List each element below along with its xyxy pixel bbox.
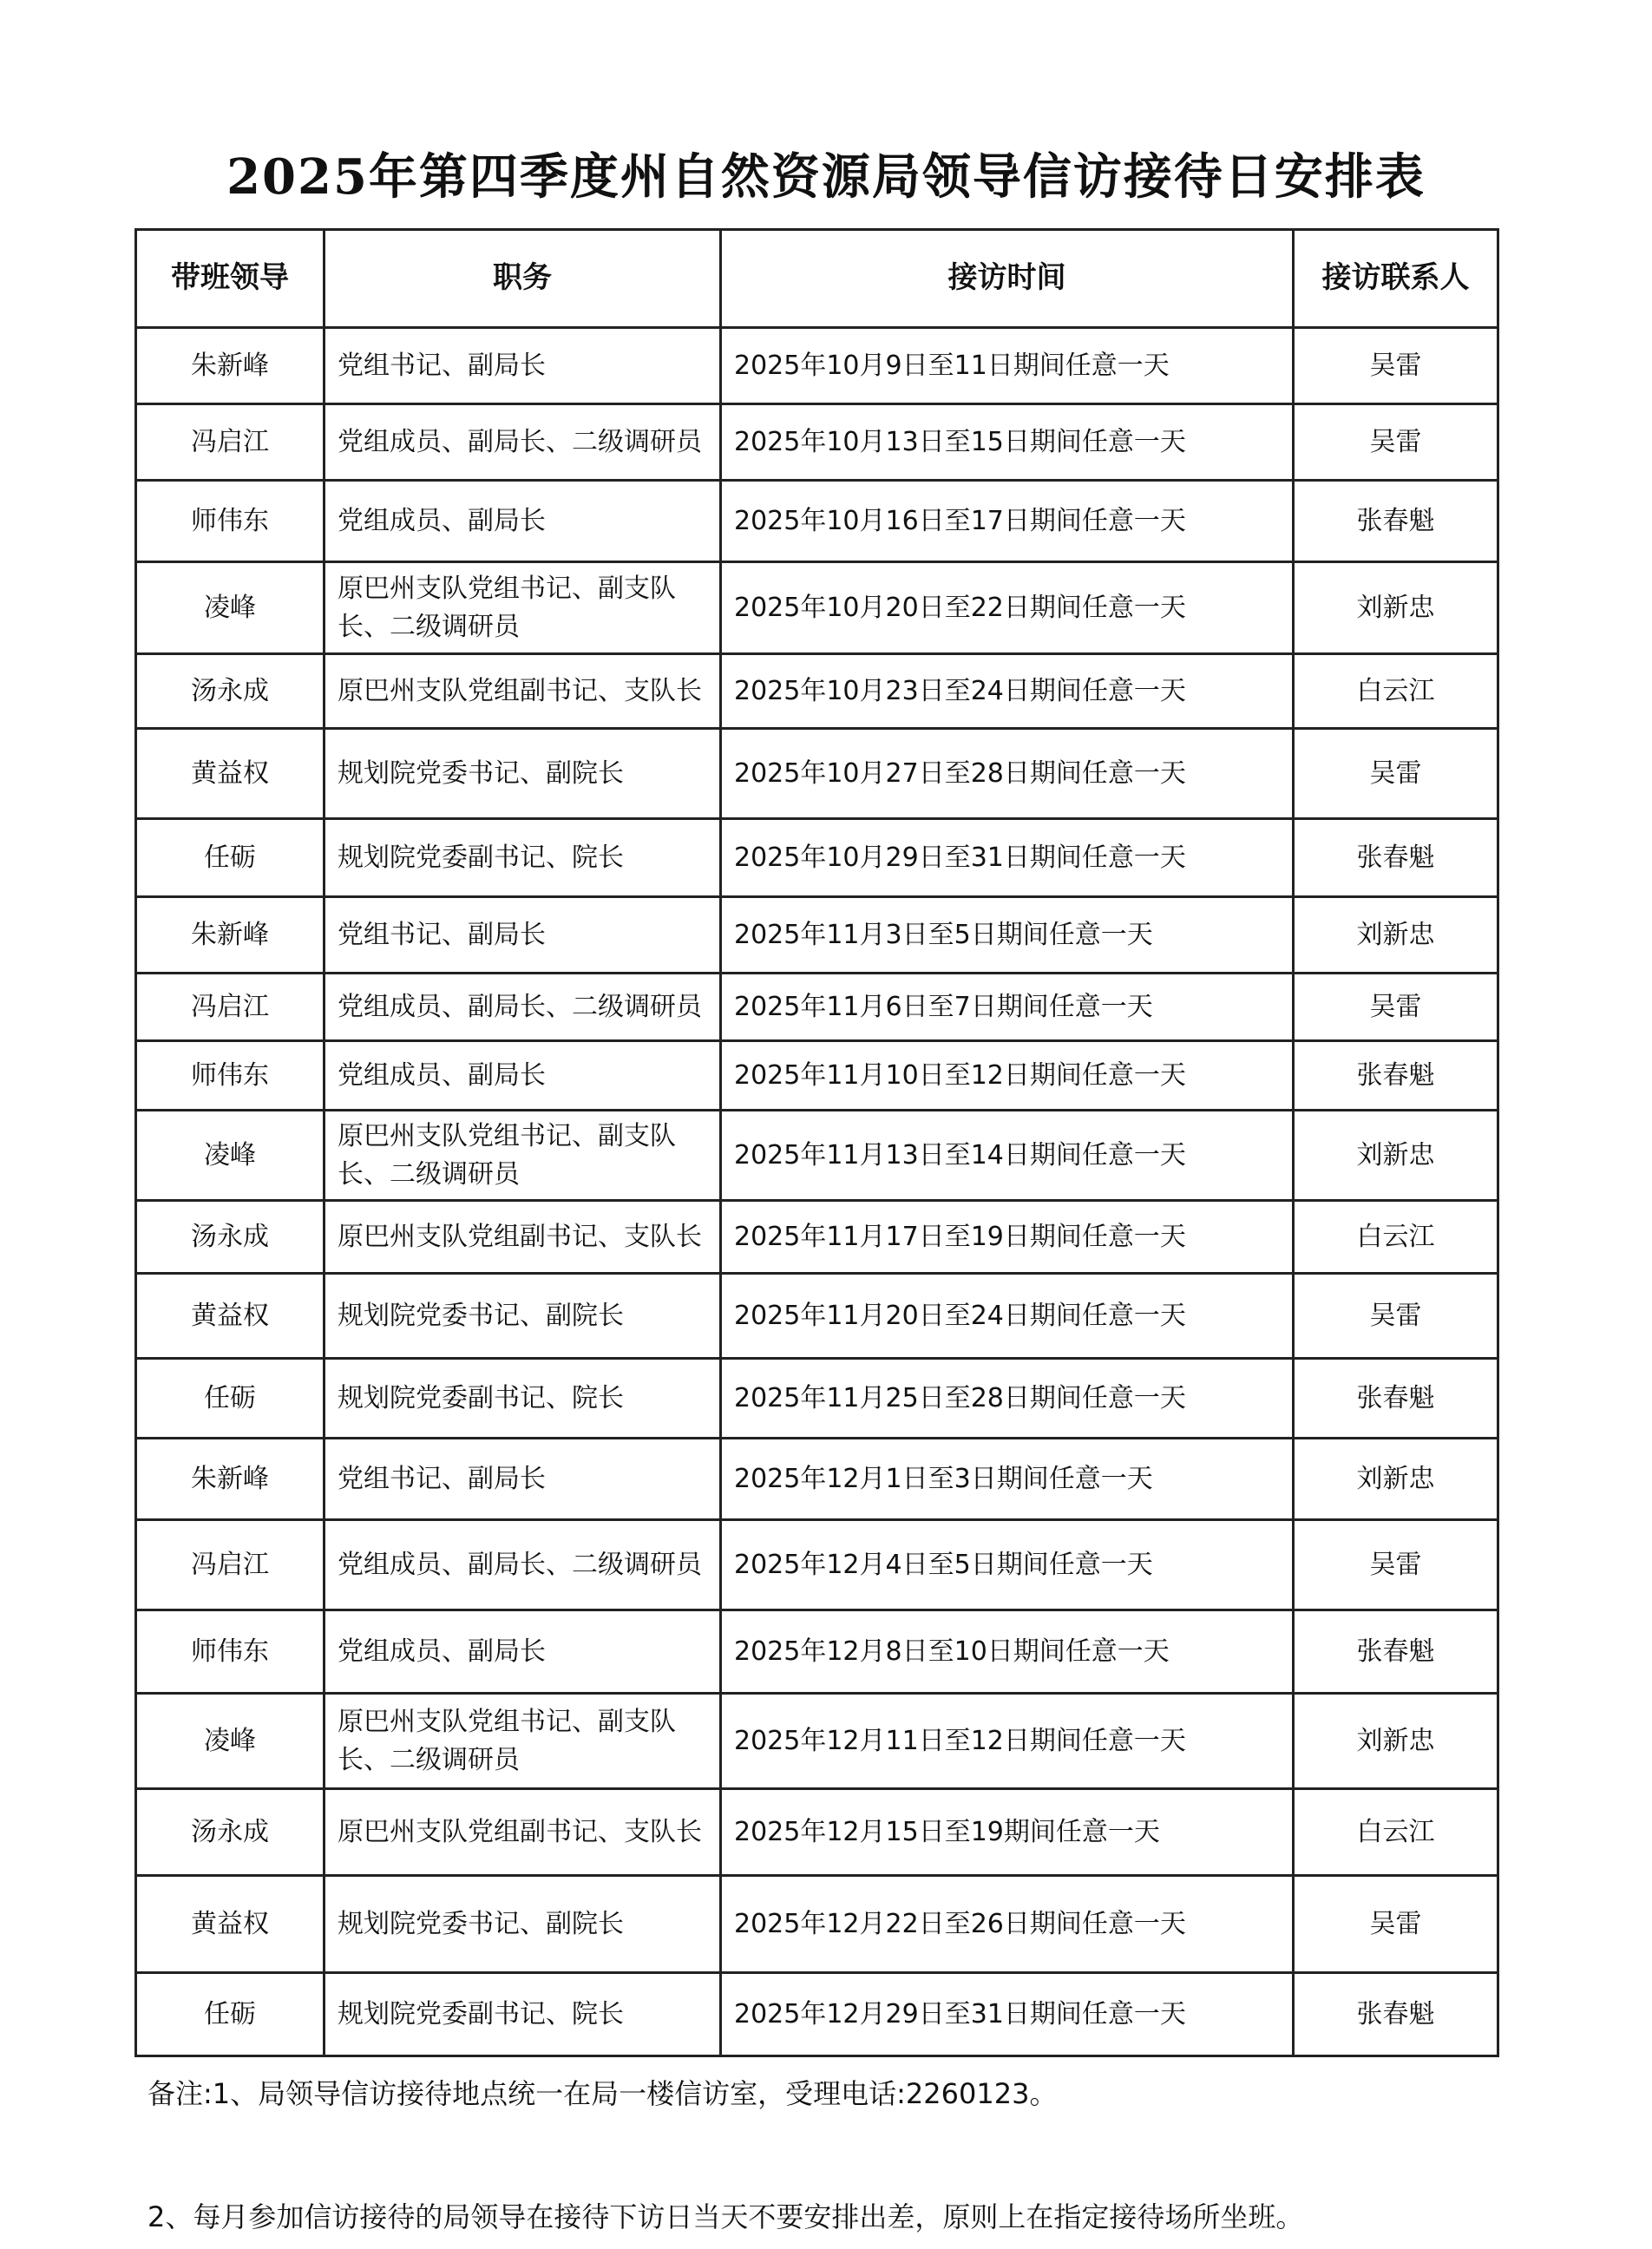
leader-cell: 朱新峰 [136,1439,324,1520]
time-cell: 2025年12月11日至12日期间任意一天 [721,1694,1294,1789]
position-cell: 原巴州支队党组副书记、支队长 [324,1789,721,1876]
contact-cell: 刘新忠 [1294,1439,1498,1520]
table-row [136,897,1498,974]
time-cell: 2025年10月29日至31日期间任意一天 [721,819,1294,897]
table-row [136,1111,1498,1201]
time-cell: 2025年11月20日至24日期间任意一天 [721,1274,1294,1359]
contact-cell: 张春魁 [1294,481,1498,562]
time-cell: 2025年11月17日至19日期间任意一天 [721,1201,1294,1274]
leader-cell: 任砺 [136,1973,324,2056]
time-cell: 2025年12月29日至31日期间任意一天 [721,1973,1294,2056]
leader-cell: 冯启江 [136,974,324,1041]
position-cell: 规划院党委书记、副院长 [324,1876,721,1973]
leader-cell: 朱新峰 [136,897,324,974]
time-cell: 2025年11月10日至12日期间任意一天 [721,1041,1294,1111]
leader-cell: 汤永成 [136,1789,324,1876]
table-row [136,1201,1498,1274]
table-body [136,328,1498,2056]
position-cell: 规划院党委书记、副院长 [324,1274,721,1359]
time-cell: 2025年11月3日至5日期间任意一天 [721,897,1294,974]
table-row [136,1439,1498,1520]
table-row [136,1694,1498,1789]
contact-cell: 张春魁 [1294,1359,1498,1439]
time-cell: 2025年12月4日至5日期间任意一天 [721,1520,1294,1610]
contact-cell: 吴雷 [1294,328,1498,404]
table-row [136,1610,1498,1694]
contact-cell: 张春魁 [1294,1973,1498,2056]
contact-cell: 刘新忠 [1294,897,1498,974]
time-cell: 2025年12月15日至19期间任意一天 [721,1789,1294,1876]
table-row [136,1789,1498,1876]
position-cell: 党组书记、副局长 [324,328,721,404]
time-cell: 2025年10月27日至28日期间任意一天 [721,729,1294,819]
position-cell: 原巴州支队党组副书记、支队长 [324,654,721,729]
table-row [136,328,1498,404]
table-row [136,562,1498,654]
position-cell: 规划院党委书记、副院长 [324,729,721,819]
position-cell: 党组成员、副局长 [324,1610,721,1694]
time-cell: 2025年11月6日至7日期间任意一天 [721,974,1294,1041]
position-cell: 原巴州支队党组副书记、支队长 [324,1201,721,1274]
leader-cell: 黄益权 [136,729,324,819]
leader-cell: 黄益权 [136,1876,324,1973]
table-header-row [136,230,1498,328]
leader-cell: 任砺 [136,819,324,897]
leader-cell: 凌峰 [136,1111,324,1201]
table-row [136,481,1498,562]
leader-cell: 任砺 [136,1359,324,1439]
time-cell: 2025年10月23日至24日期间任意一天 [721,654,1294,729]
contact-cell: 张春魁 [1294,1610,1498,1694]
table-row [136,1274,1498,1359]
position-cell: 规划院党委副书记、院长 [324,1359,721,1439]
contact-cell: 张春魁 [1294,1041,1498,1111]
leader-cell: 冯启江 [136,404,324,481]
position-cell: 党组成员、副局长 [324,1041,721,1111]
contact-cell: 白云江 [1294,1789,1498,1876]
time-cell: 2025年10月13日至15日期间任意一天 [721,404,1294,481]
table-row [136,1876,1498,1973]
contact-cell: 吴雷 [1294,1520,1498,1610]
header-contact: 接访联系人 [1294,230,1498,328]
leader-cell: 朱新峰 [136,328,324,404]
contact-cell: 吴雷 [1294,404,1498,481]
contact-cell: 吴雷 [1294,1876,1498,1973]
table-row [136,819,1498,897]
header-time: 接访时间 [721,230,1294,328]
time-cell: 2025年12月1日至3日期间任意一天 [721,1439,1294,1520]
leader-cell: 凌峰 [136,1694,324,1789]
position-cell: 规划院党委副书记、院长 [324,819,721,897]
position-cell: 党组成员、副局长、二级调研员 [324,974,721,1041]
table-row [136,974,1498,1041]
position-cell: 原巴州支队党组书记、副支队长、二级调研员 [324,1694,721,1789]
leader-cell: 冯启江 [136,1520,324,1610]
page-title: 2025年第四季度州自然资源局领导信访接待日安排表 [226,148,1426,206]
time-cell: 2025年10月20日至22日期间任意一天 [721,562,1294,654]
leader-cell: 汤永成 [136,654,324,729]
contact-cell: 吴雷 [1294,1274,1498,1359]
leader-cell: 凌峰 [136,562,324,654]
header-position: 职务 [324,230,721,328]
position-cell: 党组成员、副局长、二级调研员 [324,404,721,481]
contact-cell: 刘新忠 [1294,1111,1498,1201]
leader-cell: 师伟东 [136,1041,324,1111]
table-row [136,1973,1498,2056]
time-cell: 2025年11月25日至28日期间任意一天 [721,1359,1294,1439]
contact-cell: 吴雷 [1294,729,1498,819]
contact-cell: 刘新忠 [1294,562,1498,654]
header-leader: 带班领导 [136,230,324,328]
time-cell: 2025年12月8日至10日期间任意一天 [721,1610,1294,1694]
time-cell: 2025年12月22日至26日期间任意一天 [721,1876,1294,1973]
contact-cell: 白云江 [1294,654,1498,729]
position-cell: 原巴州支队党组书记、副支队长、二级调研员 [324,562,721,654]
table-row [136,729,1498,819]
leader-cell: 汤永成 [136,1201,324,1274]
position-cell: 党组成员、副局长、二级调研员 [324,1520,721,1610]
leader-cell: 师伟东 [136,1610,324,1694]
table-row [136,1359,1498,1439]
schedule-table [134,228,1499,2057]
note-2: 2、每月参加信访接待的局领导在接待下访日当天不要安排出差，原则上在指定接待场所坐班。 [148,2200,1304,2233]
position-cell: 原巴州支队党组书记、副支队长、二级调研员 [324,1111,721,1201]
note-1: 备注:1、局领导信访接待地点统一在局一楼信访室，受理电话:2260123。 [148,2077,1058,2110]
position-cell: 党组成员、副局长 [324,481,721,562]
table-row [136,404,1498,481]
table-row [136,1520,1498,1610]
position-cell: 党组书记、副局长 [324,1439,721,1520]
contact-cell: 吴雷 [1294,974,1498,1041]
contact-cell: 张春魁 [1294,819,1498,897]
table-row [136,654,1498,729]
contact-cell: 白云江 [1294,1201,1498,1274]
leader-cell: 黄益权 [136,1274,324,1359]
position-cell: 规划院党委副书记、院长 [324,1973,721,2056]
time-cell: 2025年10月9日至11日期间任意一天 [721,328,1294,404]
time-cell: 2025年11月13日至14日期间任意一天 [721,1111,1294,1201]
table-row [136,1041,1498,1111]
contact-cell: 刘新忠 [1294,1694,1498,1789]
time-cell: 2025年10月16日至17日期间任意一天 [721,481,1294,562]
position-cell: 党组书记、副局长 [324,897,721,974]
leader-cell: 师伟东 [136,481,324,562]
